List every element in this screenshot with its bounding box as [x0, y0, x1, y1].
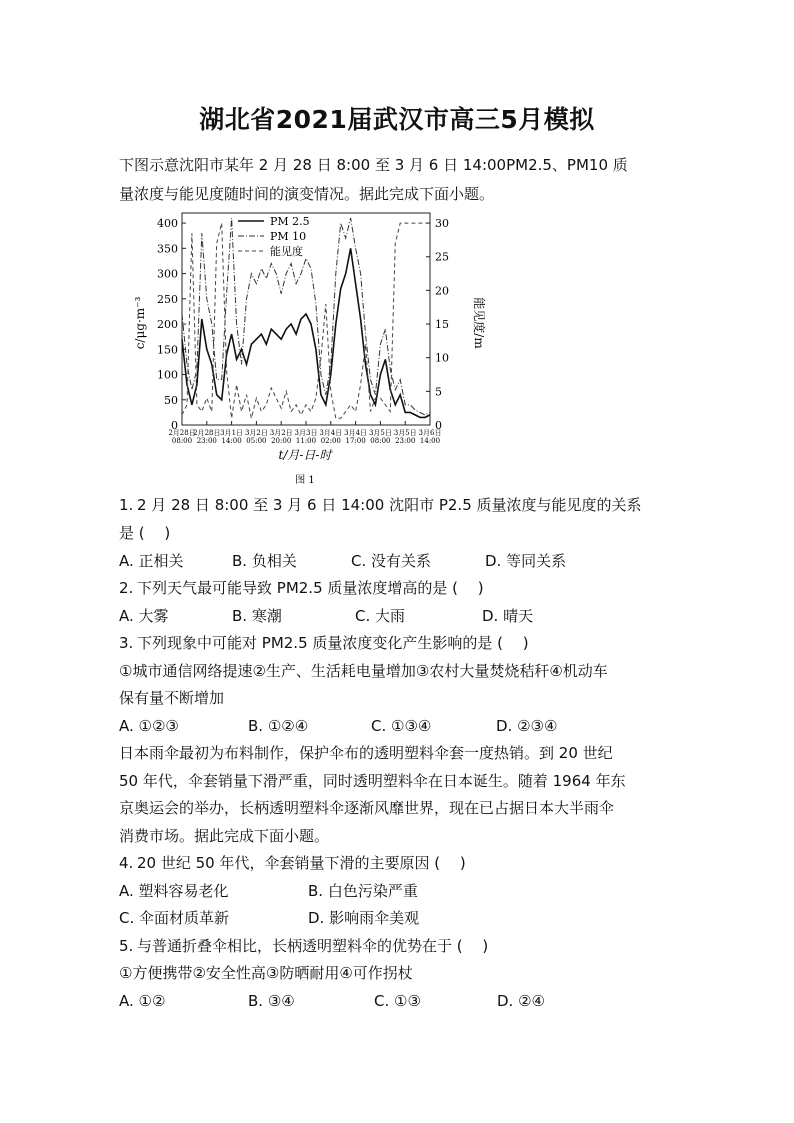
pm-visibility-chart: [130, 205, 486, 495]
q4-number: 4.: [119, 854, 134, 872]
q2-option-b[interactable]: B. 寒潮: [232, 607, 282, 625]
y-tick-label: 100: [157, 368, 178, 382]
y-tick-label: 300: [157, 267, 178, 281]
pm10-line: [182, 218, 430, 415]
y2-tick-label: 30: [435, 217, 449, 231]
legend-label: PM 2.5: [270, 215, 310, 228]
x-tick-label-date: 3月4日: [319, 429, 343, 437]
q3-option-a[interactable]: A. ①②③: [119, 717, 179, 735]
q3-text: 下列现象中可能对 PM2.5 质量浓度变化产生影响的是 ( ): [137, 634, 529, 652]
y2-tick-label: 15: [435, 318, 449, 332]
q1-number: 1.: [119, 496, 134, 514]
q4-option-b[interactable]: B. 白色污染严重: [308, 882, 418, 900]
legend-label: PM 10: [270, 230, 307, 243]
x-tick-label-date: 3月1日: [220, 429, 244, 437]
x-tick-label-date: 3月5日: [393, 429, 417, 437]
q2-option-d[interactable]: D. 晴天: [482, 607, 534, 625]
q5-option-a[interactable]: A. ①②: [119, 992, 166, 1010]
x-tick-label-date: 3月4日: [344, 429, 368, 437]
x-tick-label-date: 3月2日: [244, 429, 268, 437]
x-tick-label-time: 20:00: [271, 437, 292, 445]
q3-option-d[interactable]: D. ②③④: [496, 717, 558, 735]
x-tick-label-date: 3月2日: [269, 429, 293, 437]
x-tick-label-date: 3月5日: [368, 429, 392, 437]
x-tick-label-time: 08:00: [370, 437, 391, 445]
passage2-line-1: 日本雨伞最初为布料制作，保护伞布的透明塑料伞套一度热销。到 20 世纪: [119, 744, 613, 762]
y2-axis-label: 能见度/m: [472, 297, 486, 349]
y-tick-label: 200: [157, 318, 178, 332]
x-tick-label-time: 11:00: [295, 437, 317, 445]
intro-line-2: 量浓度与能见度随时间的演变情况。据此完成下面小题。: [119, 185, 495, 203]
x-tick-label-time: 02:00: [320, 437, 341, 445]
q5-option-c[interactable]: C. ①③: [374, 992, 421, 1010]
q3-option-b[interactable]: B. ①②④: [248, 717, 309, 735]
x-tick-label-date: 2月28日: [193, 429, 221, 437]
intro-line-1: 下图示意沈阳市某年 2 月 28 日 8:00 至 3 月 6 日 14:00PM2.5、PM10 质: [119, 156, 628, 174]
q5-choices: ①方便携带②安全性高③防晒耐用④可作拐杖: [119, 964, 413, 982]
q4-text: 20 世纪 50 年代，伞套销量下滑的主要原因 ( ): [137, 854, 466, 872]
passage2-line-4: 消费市场。据此完成下面小题。: [119, 827, 330, 845]
x-tick-label-time: 23:00: [196, 437, 217, 445]
q1-option-d[interactable]: D. 等同关系: [485, 552, 567, 570]
x-tick-label-time: 23:00: [395, 437, 416, 445]
passage2-line-2: 50 年代，伞套销量下滑严重，同时透明塑料伞在日本诞生。随着 1964 年东: [119, 772, 626, 790]
y2-tick-label: 10: [435, 351, 449, 365]
q1-text-line-1: 2 月 28 日 8:00 至 3 月 6 日 14:00 沈阳市 P2.5 质量浓度与能见度的关系: [137, 496, 642, 514]
x-axis-label: t/月-日-时: [278, 448, 332, 462]
q1-option-c[interactable]: C. 没有关系: [351, 552, 432, 570]
q4-option-d[interactable]: D. 影响雨伞美观: [308, 909, 420, 927]
plot-frame: [182, 213, 430, 425]
pm25-line: [182, 248, 430, 417]
y-tick-label: 400: [157, 217, 178, 231]
visibility-line: [182, 223, 430, 418]
y-tick-label: 50: [164, 393, 178, 407]
y-axis-label: c/μg·m⁻³: [133, 296, 147, 350]
x-tick-label-date: 3月6日: [418, 429, 442, 437]
q5-text: 与普通折叠伞相比，长柄透明塑料伞的优势在于 ( ): [137, 937, 489, 955]
y-tick-label: 350: [157, 242, 178, 256]
y-tick-label: 0: [171, 419, 178, 432]
y2-tick-label: 25: [435, 250, 449, 264]
x-tick-label-date: 2月28日: [168, 429, 196, 437]
q1-option-b[interactable]: B. 负相关: [232, 552, 297, 570]
q2-option-c[interactable]: C. 大雨: [355, 607, 406, 625]
q5-option-d[interactable]: D. ②④: [497, 992, 545, 1010]
q2-option-a[interactable]: A. 大雾: [119, 607, 169, 625]
q5-option-b[interactable]: B. ③④: [248, 992, 295, 1010]
y-tick-label: 250: [157, 292, 178, 306]
y2-tick-label: 0: [435, 419, 442, 432]
q2-text: 下列天气最可能导致 PM2.5 质量浓度增高的是 ( ): [137, 579, 484, 597]
x-tick-label-time: 17:00: [345, 437, 366, 445]
q3-choices-line-2: 保有量不断增加: [119, 689, 225, 707]
q2-number: 2.: [119, 579, 134, 597]
q3-option-c[interactable]: C. ①③④: [371, 717, 432, 735]
q5-number: 5.: [119, 937, 134, 955]
x-tick-label-time: 14:00: [221, 437, 242, 445]
x-tick-label-time: 14:00: [419, 437, 441, 445]
passage2-line-3: 京奥运会的举办，长柄透明塑料伞逐渐风靡世界，现在已占据日本大半雨伞: [119, 799, 615, 817]
page-title: 湖北省2021届武汉市高三5月模拟: [199, 105, 595, 134]
q1-text-line-2: 是 ( ): [119, 524, 171, 542]
figure-caption: 图 1: [295, 475, 315, 486]
y-tick-label: 150: [157, 343, 178, 357]
q3-number: 3.: [119, 634, 134, 652]
y2-tick-label: 5: [435, 385, 442, 399]
x-tick-label-time: 05:00: [246, 437, 267, 445]
legend-label: 能见度: [270, 245, 303, 258]
x-tick-label-date: 3月3日: [294, 429, 318, 437]
x-tick-label-time: 08:00: [171, 437, 193, 445]
q3-choices-line-1: ①城市通信网络提速②生产、生活耗电量增加③农村大量焚烧秸秆④机动车: [119, 662, 608, 680]
q4-option-a[interactable]: A. 塑料容易老化: [119, 882, 229, 900]
y2-tick-label: 20: [435, 284, 449, 298]
q1-option-a[interactable]: A. 正相关: [119, 552, 184, 570]
q4-option-c[interactable]: C. 伞面材质革新: [119, 909, 230, 927]
